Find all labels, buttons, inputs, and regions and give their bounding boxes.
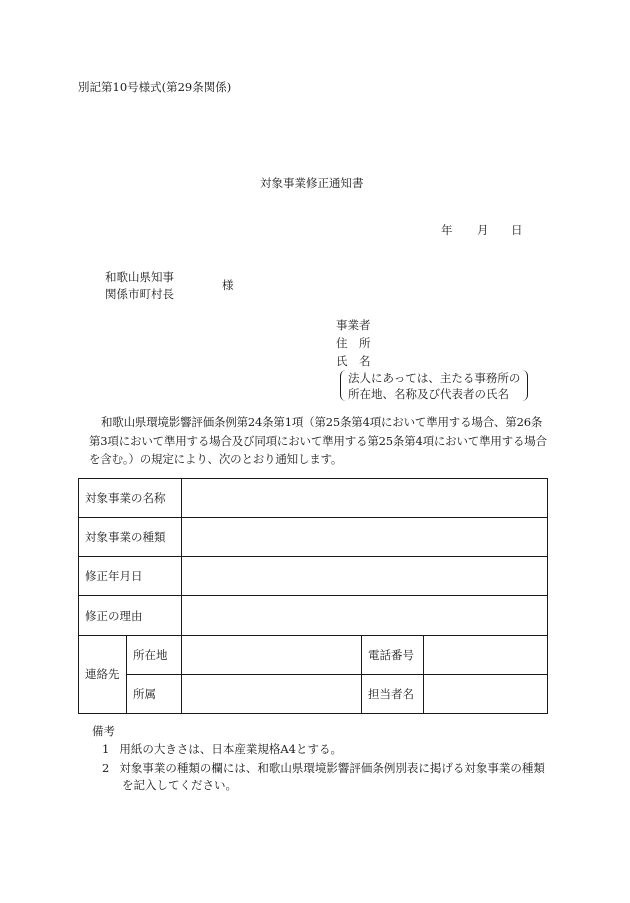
revision-date-label: 修正年月日 bbox=[79, 557, 182, 596]
sender-name-label: 氏 名 bbox=[336, 354, 371, 368]
note-item-2-continuation bbox=[102, 780, 237, 792]
table-row bbox=[79, 479, 548, 518]
person-in-charge-field[interactable] bbox=[424, 674, 548, 713]
notification-body: 和歌山県環境影響評価条例第24条第1項（第25条第4項において準用する場合、第26条第3項において準用する場合及び同項において準用する第25条第4項において準用する場合を含む。）の規定により、次のとおり通知します。 bbox=[89, 415, 547, 466]
addressee-municipal-heads: 関係市町村長 bbox=[105, 287, 174, 301]
project-type-field[interactable] bbox=[182, 518, 548, 557]
phone-field[interactable] bbox=[424, 635, 548, 674]
addressee-governor: 和歌山県知事 bbox=[105, 270, 174, 284]
honorific: 様 bbox=[222, 278, 234, 292]
sender-note-line-2: 所在地、名称及び代表者の氏名 bbox=[348, 387, 509, 401]
revision-reason-field[interactable] bbox=[182, 596, 548, 635]
location-label: 所在地 bbox=[127, 635, 182, 674]
note-number: 2 bbox=[102, 761, 110, 775]
table-row bbox=[79, 518, 548, 557]
note-number: 1 bbox=[102, 742, 110, 756]
table-row bbox=[79, 557, 548, 596]
project-name-field[interactable] bbox=[182, 479, 548, 518]
sender-label: 事業者 bbox=[336, 318, 371, 332]
project-name-label: 対象事業の名称 bbox=[79, 479, 182, 518]
note-text: 用紙の大きさは、日本産業規格A4とする。 bbox=[119, 742, 342, 756]
revision-reason-label: 修正の理由 bbox=[79, 596, 182, 635]
revision-date-field[interactable] bbox=[182, 557, 548, 596]
notification-table bbox=[78, 478, 548, 714]
note-text: を記入してください。 bbox=[122, 778, 237, 792]
notes-heading: 備考 bbox=[92, 724, 115, 738]
department-label: 所属 bbox=[127, 674, 182, 713]
table-row bbox=[79, 674, 548, 713]
note-item-2 bbox=[102, 763, 545, 775]
form-number-note: 別記第10号様式(第29条関係) bbox=[78, 80, 232, 94]
note-text: 対象事業の種類の欄には、和歌山県環境影響評価条例別表に掲げる対象事業の種類 bbox=[119, 761, 545, 775]
date-month-label: 月 bbox=[477, 223, 489, 237]
project-type-label: 対象事業の種類 bbox=[79, 518, 182, 557]
table-row bbox=[79, 635, 548, 674]
note-item-1 bbox=[102, 744, 342, 756]
department-field[interactable] bbox=[182, 674, 362, 713]
sender-note-line-1: 法人にあっては、主たる事務所の bbox=[348, 371, 521, 385]
phone-label: 電話番号 bbox=[362, 635, 424, 674]
table-row bbox=[79, 596, 548, 635]
contact-label: 連絡先 bbox=[79, 635, 127, 713]
document-title: 対象事業修正通知書 bbox=[260, 176, 364, 190]
person-in-charge-label: 担当者名 bbox=[362, 674, 424, 713]
sender-address-label: 住 所 bbox=[336, 336, 371, 350]
date-day-label: 日 bbox=[511, 223, 523, 237]
location-field[interactable] bbox=[182, 635, 362, 674]
date-year-label: 年 bbox=[441, 223, 453, 237]
